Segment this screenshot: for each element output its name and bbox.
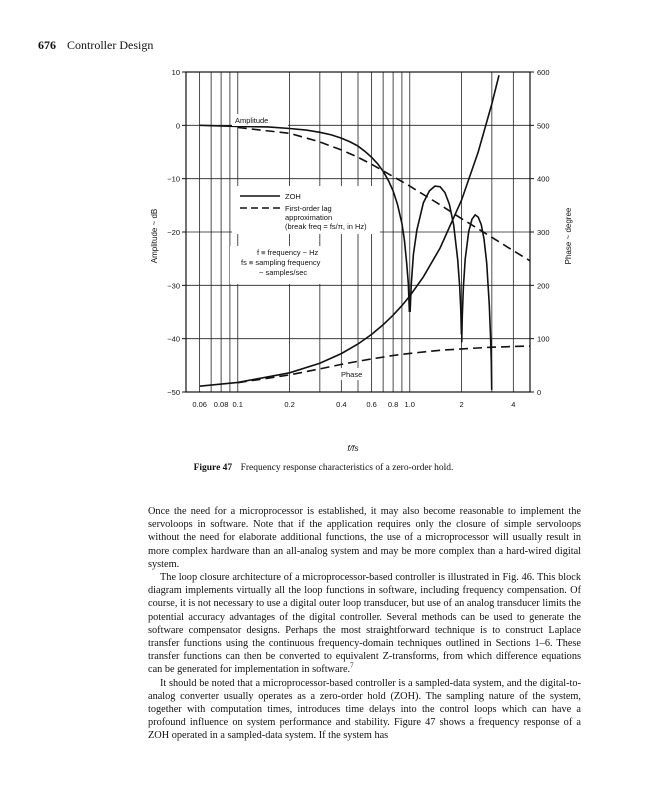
y-left-tick-label: −20 (167, 228, 180, 237)
definition-sampling-frequency: fs ≡ sampling frequency (241, 258, 321, 267)
y-left-tick-label: 0 (175, 121, 180, 131)
figure-label: Figure 47 (193, 463, 233, 473)
y-left-tick-label: −10 (167, 174, 180, 184)
definition-samples-per-sec: ~ samples/sec (259, 268, 308, 277)
y-right-tick-label: 500 (537, 121, 550, 131)
y-left-tick-label: 10 (171, 68, 180, 77)
figure-caption-text: Frequency response characteristics of a zero-order hold. (240, 463, 454, 473)
legend-first-order-line-1: First-order lag (285, 204, 332, 213)
y-left-tick-label: −40 (167, 334, 180, 344)
legend-layer (230, 186, 380, 284)
y-axis-right-label: Phase ~ degree (564, 207, 573, 265)
x-tick-label: 0.2 (284, 400, 295, 409)
paragraph-3 (148, 677, 581, 743)
y-right-tick-label: 400 (537, 174, 550, 184)
page-number: 676 (38, 38, 56, 52)
body-text (148, 505, 581, 743)
y-right-tick-label: 200 (537, 281, 550, 291)
x-tick-label: 0.08 (213, 400, 229, 409)
x-axis-label: f/fs (347, 443, 359, 453)
paragraph-1 (148, 505, 581, 571)
x-tick-label: 1.0 (404, 400, 415, 409)
paragraph-3-text: It should be noted that a microprocessor-based controller is a sampled-data system, and the digital-to-analog converter usually operates as a zero-order hold (ZOH). The sampling nature of the system, together with computation times, introduces time delays into the control loops which can have a profound influence on system performance and stability. Figure 47 shows a frequency response of a ZOH operated in a sampled-data system. If the system has (148, 677, 581, 742)
legend-first-order-line-3: (break freq = fs/π, in Hz) (285, 222, 367, 231)
paragraph-2-text: The loop closure architecture of a microprocessor-based controller is illustrated in Fig. 46. This block diagram implements virtually all the loop functions in software, including frequency compensation. Of course, it is not necessary to use a digital outer loop transducer, but use of an analog transducer limits the potential accuracy advantages of the digital controller. Several methods can be used to generate the software compensator designs. Perhaps the most straightforward technique is to construct Laplace transfer functions using the continuous frequency-domain techniques outlined in Sections 1–6. These transfer functions can then be converted to equivalent Z-transforms, from which difference equations can be generated for implementation in software. (148, 572, 581, 676)
y-right-tick-label: 300 (537, 228, 550, 237)
section-title: Controller Design (67, 38, 154, 52)
paragraph-2 (148, 571, 581, 677)
y-right-tick-label: 600 (537, 68, 550, 77)
x-tick-label: 0.1 (232, 400, 243, 409)
x-tick-label: 0.06 (192, 400, 207, 409)
footnote-ref-7: 7 (350, 662, 354, 671)
y-left-tick-label: −30 (167, 281, 180, 291)
y-left-tick-label: −50 (167, 388, 180, 397)
series-line-3 (238, 346, 530, 383)
x-tick-label: 0.8 (387, 400, 399, 409)
amplitude-annotation: Amplitude (235, 116, 269, 125)
phase-annotation: Phase (341, 370, 363, 379)
x-tick-label: 0.6 (366, 400, 377, 409)
legend-first-order-line-2: approximation (285, 213, 333, 222)
legend-zoh-label: ZOH (285, 192, 301, 201)
x-tick-label: 2 (459, 400, 464, 409)
y-right-tick-label: 0 (537, 388, 542, 397)
x-tick-label: 0.4 (336, 400, 347, 409)
x-tick-label: 4 (511, 400, 516, 409)
definition-frequency: f ≡ frequency ~ Hz (257, 248, 319, 257)
figure-caption (0, 462, 647, 474)
paragraph-1-text: Once the need for a microprocessor is established, it may also become reasonable to implement the servoloops in software. Note that if the application requires only the closure of simple servoloops without the need for elaborate additional functions, the use of a microprocessor will usually result in more complex hardware than an all-analog system and may be more complex than a hard-wired digital system. (148, 506, 581, 570)
y-axis-left-label: Amplitude ~ dB (150, 208, 159, 264)
y-right-tick-label: 100 (537, 334, 550, 344)
